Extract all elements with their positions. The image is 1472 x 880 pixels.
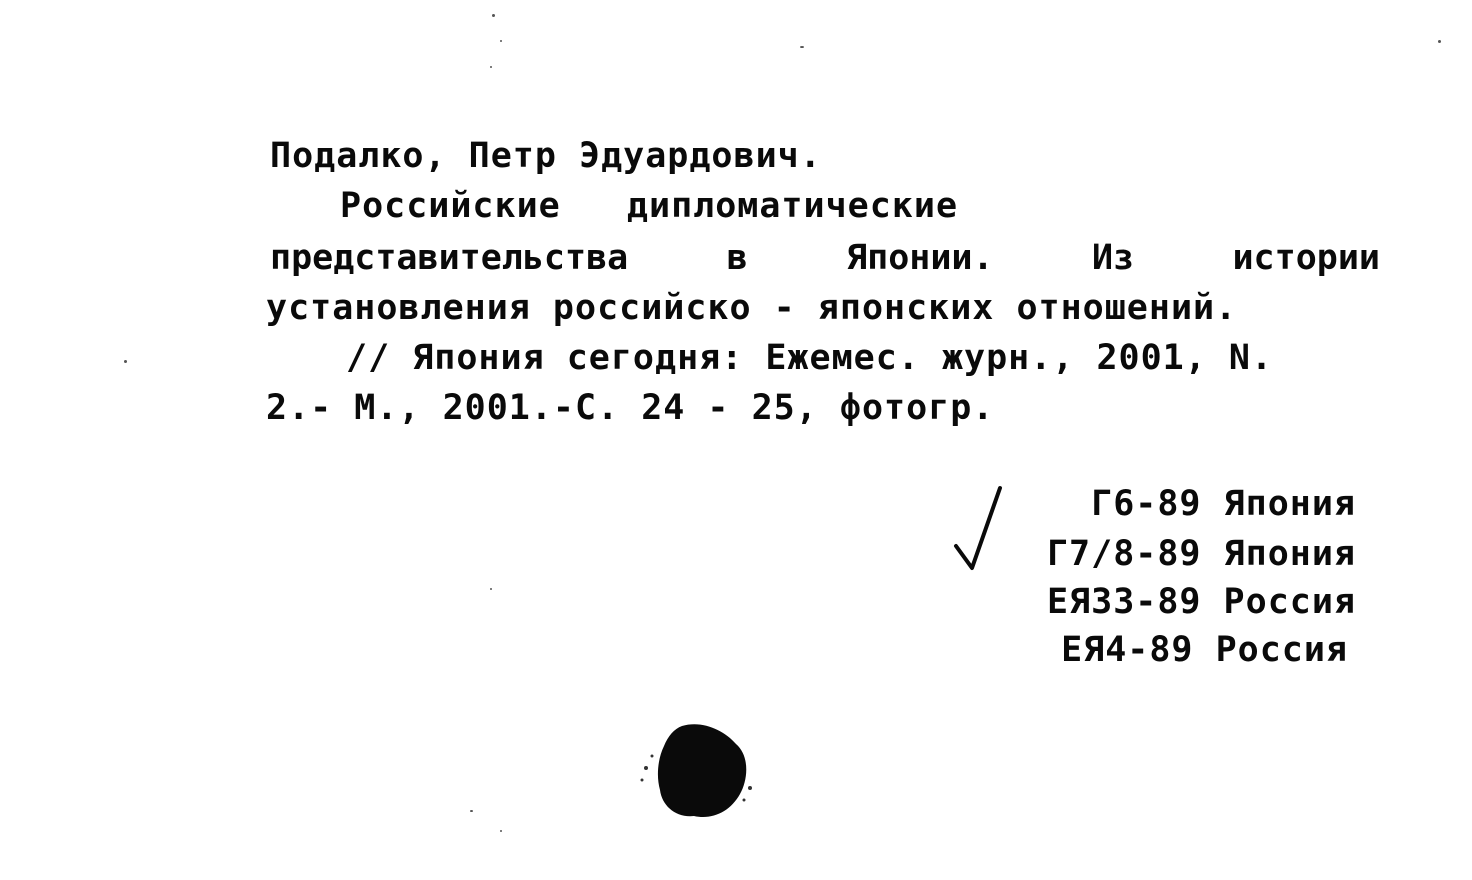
speck — [492, 14, 495, 17]
title-word: представительства — [270, 238, 629, 278]
classification-code-2: Г7/8-89 Япония — [1046, 534, 1356, 574]
speck — [500, 830, 502, 832]
title-line-1: Российские дипломатические — [340, 186, 959, 226]
classification-code-1: Г6-89 Япония — [1091, 484, 1356, 524]
speck — [124, 360, 127, 363]
author-line: Подалко, Петр Эдуардович. — [270, 136, 822, 176]
source-line-1: // Япония сегодня: Ежемес. журн., 2001, N. — [346, 338, 1274, 378]
title-word: истории — [1232, 238, 1380, 278]
title-word: Японии. — [846, 238, 994, 278]
ink-blot-icon — [632, 718, 762, 828]
speck — [1438, 40, 1441, 43]
classification-code-4: ЕЯ4-89 Россия — [1061, 630, 1348, 670]
classification-code-3: ЕЯ33-89 Россия — [1046, 582, 1356, 622]
speck — [800, 46, 804, 48]
title-word: в — [726, 238, 748, 278]
speck — [470, 810, 473, 812]
title-word: Из — [1091, 238, 1135, 278]
speck — [500, 40, 502, 42]
title-line-3: установления российско - японских отношений. — [266, 288, 1238, 328]
source-line-2: 2.- М., 2001.-С. 24 - 25, фотогр. — [266, 388, 995, 428]
speck — [490, 588, 492, 590]
title-line-2 — [270, 238, 1380, 278]
speck — [490, 66, 492, 68]
